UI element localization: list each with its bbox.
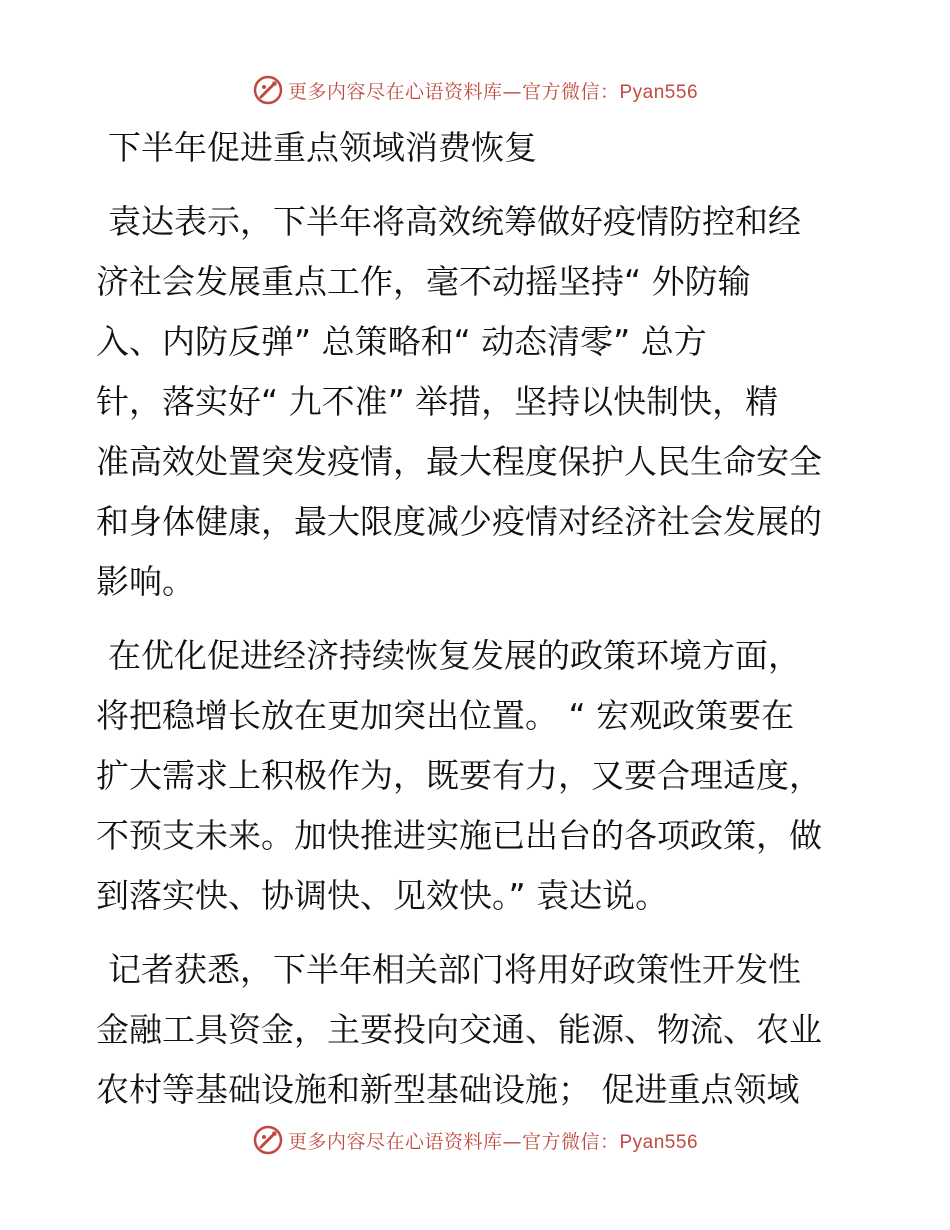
paragraph-3 [96, 940, 856, 1120]
paragraph-1 [96, 192, 856, 612]
watermark-header [0, 70, 950, 110]
text-line: 影响。 [96, 562, 195, 601]
text-line: 不预支未来。加快推进实施已出台的各项政策，做 [96, 816, 822, 855]
text-line: 农村等基础设施和新型基础设施； 促进重点领域 [96, 1070, 800, 1109]
watermark-brand: 更多内容尽在心语资料库 [287, 1130, 503, 1153]
text-line: 金融工具资金，主要投向交通、能源、物流、农业 [96, 1010, 822, 1049]
watermark-wechat-label: 官方微信： [521, 1130, 620, 1153]
paragraph-2 [96, 626, 856, 926]
text-line: 扩大需求上积极作为，既要有力，又要合理适度， [96, 756, 822, 795]
document-body [96, 118, 856, 1134]
watermark-brand: 更多内容尽在心语资料库 [287, 80, 503, 103]
brand-logo-icon [252, 74, 284, 106]
watermark-text [288, 77, 698, 104]
watermark-account: Pyan556 [619, 1131, 699, 1153]
watermark-account: Pyan556 [619, 81, 699, 103]
text-line: 到落实快、协调快、见效快。” 袁达说。 [96, 876, 669, 915]
text-line: 济社会发展重点工作，毫不动摇坚持“ 外防输 [96, 262, 751, 301]
watermark-wechat-label: 官方微信： [521, 80, 620, 103]
text-line: 入、内防反弹” 总策略和“ 动态清零” 总方 [96, 322, 707, 361]
text-line: 记者获悉，下半年相关部门将用好政策性开发性 [108, 950, 801, 989]
watermark-dash: — [502, 1130, 522, 1153]
watermark-footer [0, 1120, 950, 1160]
text-line: 准高效处置突发疫情，最大程度保护人民生命安全 [96, 442, 822, 481]
text-line: 将把稳增长放在更加突出位置。 “ 宏观政策要在 [96, 696, 795, 735]
brand-logo-icon [252, 1124, 284, 1156]
text-line: 和身体健康，最大限度减少疫情对经济社会发展的 [96, 502, 822, 541]
watermark-dash: — [502, 80, 522, 103]
text-line: 袁达表示，下半年将高效统筹做好疫情防控和经 [108, 202, 801, 241]
section-heading: 下半年促进重点领域消费恢复 [108, 128, 537, 167]
watermark-text [288, 1127, 698, 1154]
text-line: 针，落实好“ 九不准” 举措，坚持以快制快，精 [96, 382, 779, 421]
text-line: 在优化促进经济持续恢复发展的政策环境方面， [108, 636, 801, 675]
